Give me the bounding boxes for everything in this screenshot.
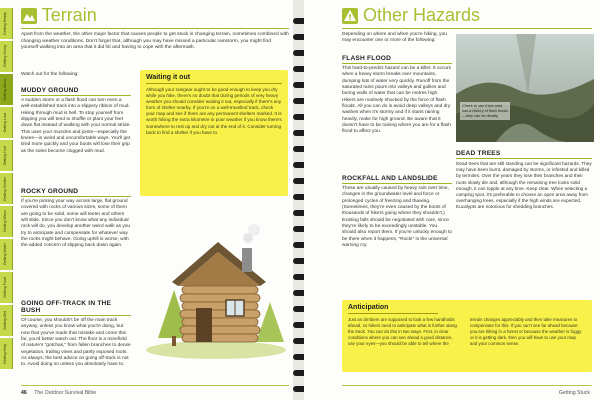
section-text: If you're picking your way across large, flat ground covered with rocks of various sizes, some of them are going to be solid, some will teeter and others will slide. Since you don't know what any individual rock will do, you develop another weird walk as you try to anticipate and compensate for whatever way the rocks might behave. Going uphill is worse, with the added concern of slipping back down again. bbox=[21, 199, 131, 249]
log-cabin-illustration bbox=[138, 212, 290, 362]
section-heading: ROCKY GROUND bbox=[21, 188, 79, 195]
section-rocky-ground bbox=[21, 188, 131, 250]
chapter-tab-label: Getting Ready bbox=[3, 12, 8, 35]
section-rule bbox=[21, 95, 131, 96]
section-text: These are usually caused by heavy rain over time, changes in the groundwater level and force or prolonged cycles of freezing and thawing. (Sometimes, they're even caused by the boots of thousands of hikers going where they shouldn't.) Existing falls should be negotiated with care, since they're likely to be exceedingly unstable. You should also report them. If you're unlucky enough to be there when it happens, "Rock!" is the universal warning cry. bbox=[342, 186, 452, 249]
chapter-tab bbox=[0, 74, 13, 105]
intro-text: Depending on where and when you're hiking, you may encounter one or more of the following: bbox=[342, 32, 447, 44]
left-footer bbox=[21, 390, 96, 396]
footer-rule bbox=[342, 385, 592, 386]
chapter-tab bbox=[0, 173, 13, 204]
right-footer bbox=[559, 390, 590, 396]
chapter-tabs bbox=[0, 8, 13, 371]
chapter-tab-label: Getting Lost bbox=[3, 112, 8, 133]
chapter-tab-label: Getting Warm bbox=[3, 210, 8, 233]
section-rule bbox=[21, 196, 131, 197]
anticipation-callout bbox=[342, 300, 592, 372]
chapter-tab bbox=[0, 338, 13, 369]
chapter-tab-label: Getting Shelter bbox=[3, 176, 8, 201]
section-heading: DEAD TREES bbox=[456, 150, 501, 157]
section-text: This hard-to-predict hazard can be a killer. It occurs when a heavy storm breaks over mountains, dumping lots of water very quickly. Runoff from the saturated rains pours into valleys and gullies and boring walls of water that can be metres high. Hikers are routinely shocked by the force of flash floods. All you can do is avoid deep valleys and dry washes when it's stormy and if it starts raining heavily, make for high ground. Be aware that it doesn't have to be raining where you are for a flash flood to affect you. bbox=[342, 66, 452, 135]
chapter-tab-label: Getting Going bbox=[3, 45, 8, 68]
page-title bbox=[21, 5, 141, 27]
chapter-tab bbox=[0, 206, 13, 237]
callout-text-right: terrain changes appreciably and then take measures to compensate for this. If you can't see far ahead because you are hiking in a forest or because the weather is foggy or it is getting dark, then you will have to use your map and your common sense. bbox=[470, 317, 582, 346]
waiting-it-out-callout bbox=[140, 70, 288, 196]
section-rule bbox=[21, 315, 131, 316]
section-heading: FLASH FLOOD bbox=[342, 55, 392, 62]
section-muddy-ground bbox=[21, 87, 131, 155]
section-off-track bbox=[21, 300, 131, 369]
flash-flood-photo bbox=[456, 34, 594, 142]
section-heading: MUDDY GROUND bbox=[21, 87, 79, 94]
callout-rule bbox=[146, 83, 282, 84]
chapter-tab bbox=[0, 107, 13, 138]
chapter-tab bbox=[0, 41, 13, 72]
callout-text: Although your raingear ought to be good enough to keep you dry while you hike, there's no doubt that during periods of very heavy weather you should consider waiting it out, especially if there's any form of shelter nearby. If you're on a well-travelled track, check your map and see if there are any permanent shelters marked. It is worth hiking the extra kilometre in poor weather if you know there's somewhere to rest up and dry out at the end of it. Consider turning back to find a shelter if you have to. bbox=[146, 87, 282, 135]
chapter-tab-label: Getting Water bbox=[3, 243, 8, 266]
chapter-tab-label: Getting Wet bbox=[3, 311, 8, 330]
chapter-tab-label: Getting Stuck bbox=[3, 78, 8, 101]
chapter-tab bbox=[0, 8, 13, 39]
title-rule bbox=[342, 28, 592, 29]
intro-text: Apart from the weather, the other major factor that causes people to get stuck is changing terrain, sometimes combined with changing weather conditions. Don't forget that, although you may have missed a particular rainstorm, you might find yourself walking into an area that it did hit and having to cope with the aftermath. bbox=[21, 32, 289, 51]
chapter-tab-label: Getting Help bbox=[3, 343, 8, 364]
section-dead-trees bbox=[456, 150, 592, 211]
terrain-title: Terrain bbox=[41, 5, 97, 25]
chapter-name: Getting Stuck bbox=[558, 390, 590, 396]
callout-title: Waiting it out bbox=[146, 74, 191, 81]
other-hazards-title: Other Hazards bbox=[363, 5, 481, 25]
section-rule bbox=[342, 63, 452, 64]
section-text: Of course, you shouldn't be off the main track anyway, unless you know what you're doing, but now that you've made that mistake and come this far, you'd better watch out. The floor is a minefield of nature's "gotchas," from fallen branches to dense vegetation, trailing vines and partly exposed roots. As always, the best advice on going off-track is not to. Avoid doing so unless you absolutely have to. bbox=[21, 318, 131, 368]
chapter-tab bbox=[0, 239, 13, 270]
section-rockfall bbox=[342, 175, 452, 249]
book-title: The Outdoor Survival Bible bbox=[34, 390, 97, 396]
section-flash-flood bbox=[342, 55, 452, 136]
callout-rule bbox=[348, 313, 438, 314]
section-text: A sudden storm or a flash flood can turn even a well-established track into a slippery ribbon of mud. Hiking through mud is hell. To stop yourself from slipping you will tend to shuffle or plant your feet down flat instead of walking with your normal stride. This uses your muscles and joints—especially the knees—in weird and uncomfortable ways. You'll get tired more quickly and your boots will lose their grip as the soles become clogged with mud. bbox=[21, 98, 131, 154]
left-page bbox=[0, 0, 296, 400]
chapter-tab bbox=[0, 272, 13, 303]
section-heading: ROCKFALL AND LANDSLIDE bbox=[342, 175, 438, 182]
chapter-tab bbox=[0, 140, 13, 171]
chapter-tab-label: Getting Hurt bbox=[3, 145, 8, 166]
callout-title: Anticipation bbox=[348, 304, 389, 311]
watch-out-label: Watch out for the following: bbox=[21, 72, 79, 77]
section-text: Dead trees that are still standing can be significant hazards. They may have been burnt, damaged by storms, or infested and killed by termites. Over the years they lose their branches and their roots slowly die and, although the remaining tree looks solid enough, it can topple at any time. Keep clear. When selecting a camping spot, it's preferable to choose an open area away from overhanging trees, especially if the high winds are expected. Eucalypts are notorious for shedding branches. bbox=[456, 161, 592, 210]
chapter-tab bbox=[0, 305, 13, 336]
page-title bbox=[342, 5, 502, 27]
section-heading: GOING OFF-TRACK IN THE BUSH bbox=[21, 300, 112, 314]
section-rule bbox=[342, 183, 452, 184]
chapter-tab-label: Getting Food bbox=[3, 277, 8, 298]
section-rule bbox=[456, 158, 592, 159]
right-page bbox=[304, 0, 600, 400]
footer-rule bbox=[21, 385, 289, 386]
photo-caption: Check to see if the area has a history of flash floods—they can be deadly. bbox=[460, 102, 510, 120]
page-number: 46 bbox=[21, 390, 27, 396]
warning-icon bbox=[342, 8, 358, 24]
mountain-icon bbox=[21, 8, 37, 24]
title-rule bbox=[21, 28, 289, 29]
callout-text-left: Just as climbers are supposed to look a few handholds ahead, so hikers need to anticipate what is further along the track. You can do this in two ways. First, in clear conditions where you can see ahead a good distance, use your eyes—you should be able to tell where the bbox=[348, 317, 457, 346]
